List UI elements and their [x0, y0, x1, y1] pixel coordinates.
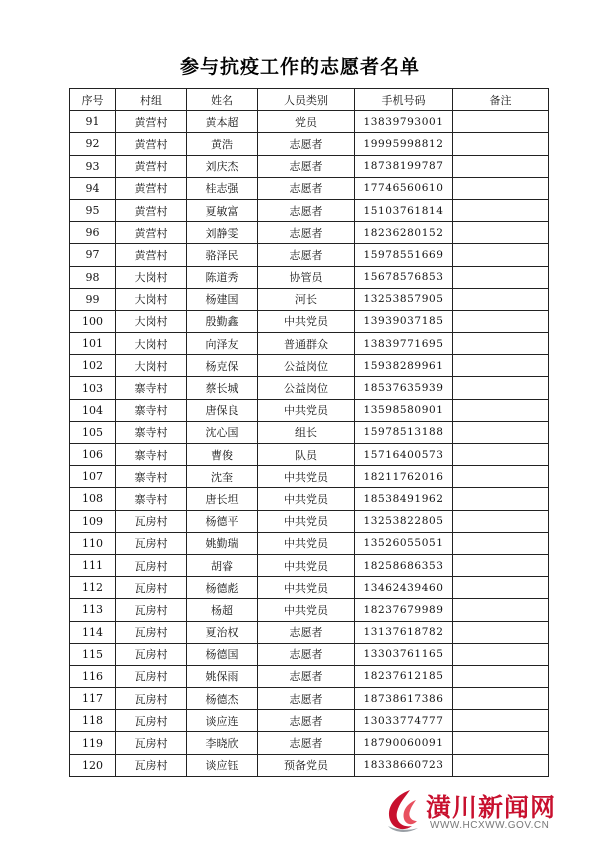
table-row	[70, 665, 549, 687]
cell-category: 志愿者	[258, 732, 355, 754]
cell-serial: 99	[70, 288, 116, 310]
table-row	[70, 333, 549, 355]
cell-category: 组长	[258, 421, 355, 443]
cell-serial: 100	[70, 310, 116, 332]
cell-phone: 18538491962	[355, 488, 453, 510]
cell-category: 中共党员	[258, 488, 355, 510]
cell-village: 黄营村	[116, 177, 187, 199]
cell-village: 寨寺村	[116, 466, 187, 488]
cell-serial: 105	[70, 421, 116, 443]
cell-phone: 18338660723	[355, 754, 453, 776]
table-row	[70, 377, 549, 399]
cell-name: 夏敏富	[187, 199, 258, 221]
cell-note	[453, 665, 549, 687]
cell-name: 杨建国	[187, 288, 258, 310]
cell-serial: 98	[70, 266, 116, 288]
cell-village: 黄营村	[116, 111, 187, 133]
cell-category: 中共党员	[258, 510, 355, 532]
cell-phone: 18258686353	[355, 554, 453, 576]
cell-phone: 18211762016	[355, 466, 453, 488]
cell-serial: 96	[70, 222, 116, 244]
table-row	[70, 444, 549, 466]
cell-name: 谈应连	[187, 710, 258, 732]
cell-category: 公益岗位	[258, 377, 355, 399]
cell-name: 夏治权	[187, 621, 258, 643]
cell-name: 姚保雨	[187, 665, 258, 687]
cell-serial: 113	[70, 599, 116, 621]
cell-category: 河长	[258, 288, 355, 310]
cell-village: 大岗村	[116, 266, 187, 288]
cell-note	[453, 510, 549, 532]
cell-note	[453, 266, 549, 288]
cell-village: 瓦房村	[116, 754, 187, 776]
site-watermark	[380, 786, 580, 834]
cell-note	[453, 554, 549, 576]
table-row	[70, 133, 549, 155]
cell-phone: 13839771695	[355, 333, 453, 355]
cell-name: 姚勤瑞	[187, 532, 258, 554]
cell-village: 黄营村	[116, 133, 187, 155]
cell-phone: 17746560610	[355, 177, 453, 199]
cell-serial: 115	[70, 643, 116, 665]
cell-name: 杨德平	[187, 510, 258, 532]
cell-name: 陈道秀	[187, 266, 258, 288]
cell-serial: 114	[70, 621, 116, 643]
header-cell: 姓名	[187, 89, 258, 111]
cell-phone: 13253857905	[355, 288, 453, 310]
cell-serial: 112	[70, 577, 116, 599]
table-row	[70, 643, 549, 665]
cell-category: 志愿者	[258, 133, 355, 155]
cell-note	[453, 621, 549, 643]
cell-village: 大岗村	[116, 333, 187, 355]
cell-phone: 15938289961	[355, 355, 453, 377]
cell-village: 大岗村	[116, 310, 187, 332]
table-row	[70, 421, 549, 443]
cell-name: 沈奎	[187, 466, 258, 488]
cell-phone: 13137618782	[355, 621, 453, 643]
cell-category: 队员	[258, 444, 355, 466]
cell-category: 志愿者	[258, 155, 355, 177]
cell-phone: 13303761165	[355, 643, 453, 665]
cell-serial: 101	[70, 333, 116, 355]
cell-category: 中共党员	[258, 554, 355, 576]
cell-note	[453, 421, 549, 443]
cell-note	[453, 222, 549, 244]
header-cell: 手机号码	[355, 89, 453, 111]
cell-note	[453, 754, 549, 776]
cell-category: 普通群众	[258, 333, 355, 355]
cell-name: 李晓欣	[187, 732, 258, 754]
table-row	[70, 577, 549, 599]
cell-name: 胡睿	[187, 554, 258, 576]
cell-note	[453, 488, 549, 510]
table-row	[70, 244, 549, 266]
cell-name: 黄浩	[187, 133, 258, 155]
cell-category: 中共党员	[258, 577, 355, 599]
cell-phone: 15678576853	[355, 266, 453, 288]
cell-note	[453, 377, 549, 399]
table-row	[70, 266, 549, 288]
cell-serial: 106	[70, 444, 116, 466]
cell-village: 瓦房村	[116, 665, 187, 687]
cell-note	[453, 177, 549, 199]
cell-name: 杨超	[187, 599, 258, 621]
cell-category: 中共党员	[258, 310, 355, 332]
cell-name: 向泽友	[187, 333, 258, 355]
cell-village: 寨寺村	[116, 377, 187, 399]
cell-category: 中共党员	[258, 466, 355, 488]
cell-village: 瓦房村	[116, 577, 187, 599]
cell-name: 刘庆杰	[187, 155, 258, 177]
cell-note	[453, 288, 549, 310]
cell-name: 桂志强	[187, 177, 258, 199]
flame-swirl-logo-icon	[380, 786, 424, 834]
table-row	[70, 399, 549, 421]
cell-category: 志愿者	[258, 643, 355, 665]
cell-category: 党员	[258, 111, 355, 133]
cell-name: 杨德国	[187, 643, 258, 665]
cell-serial: 111	[70, 554, 116, 576]
cell-village: 瓦房村	[116, 688, 187, 710]
cell-phone: 15716400573	[355, 444, 453, 466]
cell-name: 唐保良	[187, 399, 258, 421]
cell-village: 瓦房村	[116, 599, 187, 621]
cell-note	[453, 111, 549, 133]
cell-category: 中共党员	[258, 599, 355, 621]
cell-note	[453, 399, 549, 421]
cell-name: 杨德杰	[187, 688, 258, 710]
cell-village: 寨寺村	[116, 444, 187, 466]
cell-phone: 15103761814	[355, 199, 453, 221]
cell-note	[453, 155, 549, 177]
header-cell: 备注	[453, 89, 549, 111]
cell-village: 大岗村	[116, 288, 187, 310]
cell-serial: 107	[70, 466, 116, 488]
cell-phone: 18237679989	[355, 599, 453, 621]
cell-category: 志愿者	[258, 244, 355, 266]
cell-name: 黄本超	[187, 111, 258, 133]
cell-phone: 15978551669	[355, 244, 453, 266]
cell-category: 志愿者	[258, 199, 355, 221]
cell-village: 黄营村	[116, 244, 187, 266]
cell-note	[453, 732, 549, 754]
cell-serial: 117	[70, 688, 116, 710]
cell-phone: 18738617386	[355, 688, 453, 710]
cell-village: 瓦房村	[116, 510, 187, 532]
table-row	[70, 532, 549, 554]
cell-village: 瓦房村	[116, 643, 187, 665]
cell-serial: 118	[70, 710, 116, 732]
cell-phone: 13033774777	[355, 710, 453, 732]
table-row	[70, 621, 549, 643]
cell-phone: 18790060091	[355, 732, 453, 754]
table-row	[70, 754, 549, 776]
watermark-url: WWW.HCXWW.GOV.CN	[430, 820, 550, 831]
table-row	[70, 177, 549, 199]
cell-phone: 13253822805	[355, 510, 453, 532]
header-cell: 村组	[116, 89, 187, 111]
cell-note	[453, 466, 549, 488]
cell-phone: 13939037185	[355, 310, 453, 332]
cell-phone: 18537635939	[355, 377, 453, 399]
cell-note	[453, 199, 549, 221]
cell-name: 刘静雯	[187, 222, 258, 244]
cell-village: 寨寺村	[116, 421, 187, 443]
cell-name: 杨德彪	[187, 577, 258, 599]
cell-village: 瓦房村	[116, 710, 187, 732]
cell-serial: 95	[70, 199, 116, 221]
table-row	[70, 510, 549, 532]
table-row	[70, 554, 549, 576]
cell-name: 殷勤鑫	[187, 310, 258, 332]
table-row	[70, 710, 549, 732]
cell-phone: 13526055051	[355, 532, 453, 554]
cell-phone: 15978513188	[355, 421, 453, 443]
cell-serial: 109	[70, 510, 116, 532]
volunteer-table	[69, 88, 549, 777]
cell-note	[453, 599, 549, 621]
cell-village: 大岗村	[116, 355, 187, 377]
table-row	[70, 466, 549, 488]
cell-village: 瓦房村	[116, 554, 187, 576]
watermark-name: 潢川新闻网	[426, 793, 557, 822]
cell-serial: 97	[70, 244, 116, 266]
cell-note	[453, 333, 549, 355]
cell-phone: 18738199787	[355, 155, 453, 177]
cell-serial: 93	[70, 155, 116, 177]
cell-serial: 120	[70, 754, 116, 776]
document-title: 参与抗疫工作的志愿者名单	[179, 56, 420, 78]
cell-serial: 103	[70, 377, 116, 399]
cell-category: 协管员	[258, 266, 355, 288]
table-row	[70, 310, 549, 332]
cell-note	[453, 688, 549, 710]
cell-note	[453, 532, 549, 554]
cell-note	[453, 643, 549, 665]
cell-category: 志愿者	[258, 710, 355, 732]
cell-category: 志愿者	[258, 688, 355, 710]
cell-serial: 110	[70, 532, 116, 554]
table-row	[70, 599, 549, 621]
cell-name: 蔡长城	[187, 377, 258, 399]
header-cell: 人员类别	[258, 89, 355, 111]
cell-village: 寨寺村	[116, 488, 187, 510]
cell-serial: 91	[70, 111, 116, 133]
table-row	[70, 111, 549, 133]
header-cell: 序号	[70, 89, 116, 111]
cell-category: 中共党员	[258, 532, 355, 554]
cell-note	[453, 244, 549, 266]
cell-serial: 119	[70, 732, 116, 754]
cell-serial: 108	[70, 488, 116, 510]
cell-note	[453, 355, 549, 377]
table-row	[70, 688, 549, 710]
cell-serial: 102	[70, 355, 116, 377]
table-row	[70, 732, 549, 754]
cell-village: 黄营村	[116, 199, 187, 221]
cell-phone: 13462439460	[355, 577, 453, 599]
cell-category: 公益岗位	[258, 355, 355, 377]
cell-village: 黄营村	[116, 222, 187, 244]
cell-note	[453, 710, 549, 732]
cell-name: 曹俊	[187, 444, 258, 466]
cell-note	[453, 444, 549, 466]
cell-phone: 18236280152	[355, 222, 453, 244]
cell-name: 杨克保	[187, 355, 258, 377]
table-row	[70, 222, 549, 244]
cell-phone: 19995998812	[355, 133, 453, 155]
table-row	[70, 199, 549, 221]
cell-village: 寨寺村	[116, 399, 187, 421]
table-row	[70, 155, 549, 177]
cell-category: 志愿者	[258, 665, 355, 687]
cell-serial: 104	[70, 399, 116, 421]
cell-village: 黄营村	[116, 155, 187, 177]
cell-village: 瓦房村	[116, 532, 187, 554]
table-header	[70, 89, 549, 111]
table-row	[70, 488, 549, 510]
cell-category: 志愿者	[258, 177, 355, 199]
cell-category: 中共党员	[258, 399, 355, 421]
cell-phone: 13598580901	[355, 399, 453, 421]
cell-village: 瓦房村	[116, 621, 187, 643]
cell-category: 志愿者	[258, 222, 355, 244]
cell-name: 骆泽民	[187, 244, 258, 266]
cell-serial: 94	[70, 177, 116, 199]
table-body	[70, 111, 549, 777]
cell-name: 谈应钰	[187, 754, 258, 776]
cell-serial: 92	[70, 133, 116, 155]
cell-note	[453, 133, 549, 155]
cell-name: 沈心国	[187, 421, 258, 443]
cell-serial: 116	[70, 665, 116, 687]
cell-category: 预备党员	[258, 754, 355, 776]
table-header-row	[70, 89, 549, 111]
cell-note	[453, 310, 549, 332]
cell-name: 唐长坦	[187, 488, 258, 510]
table-row	[70, 355, 549, 377]
cell-village: 瓦房村	[116, 732, 187, 754]
table-row	[70, 288, 549, 310]
cell-phone: 13839793001	[355, 111, 453, 133]
cell-note	[453, 577, 549, 599]
cell-category: 志愿者	[258, 621, 355, 643]
cell-phone: 18237612185	[355, 665, 453, 687]
